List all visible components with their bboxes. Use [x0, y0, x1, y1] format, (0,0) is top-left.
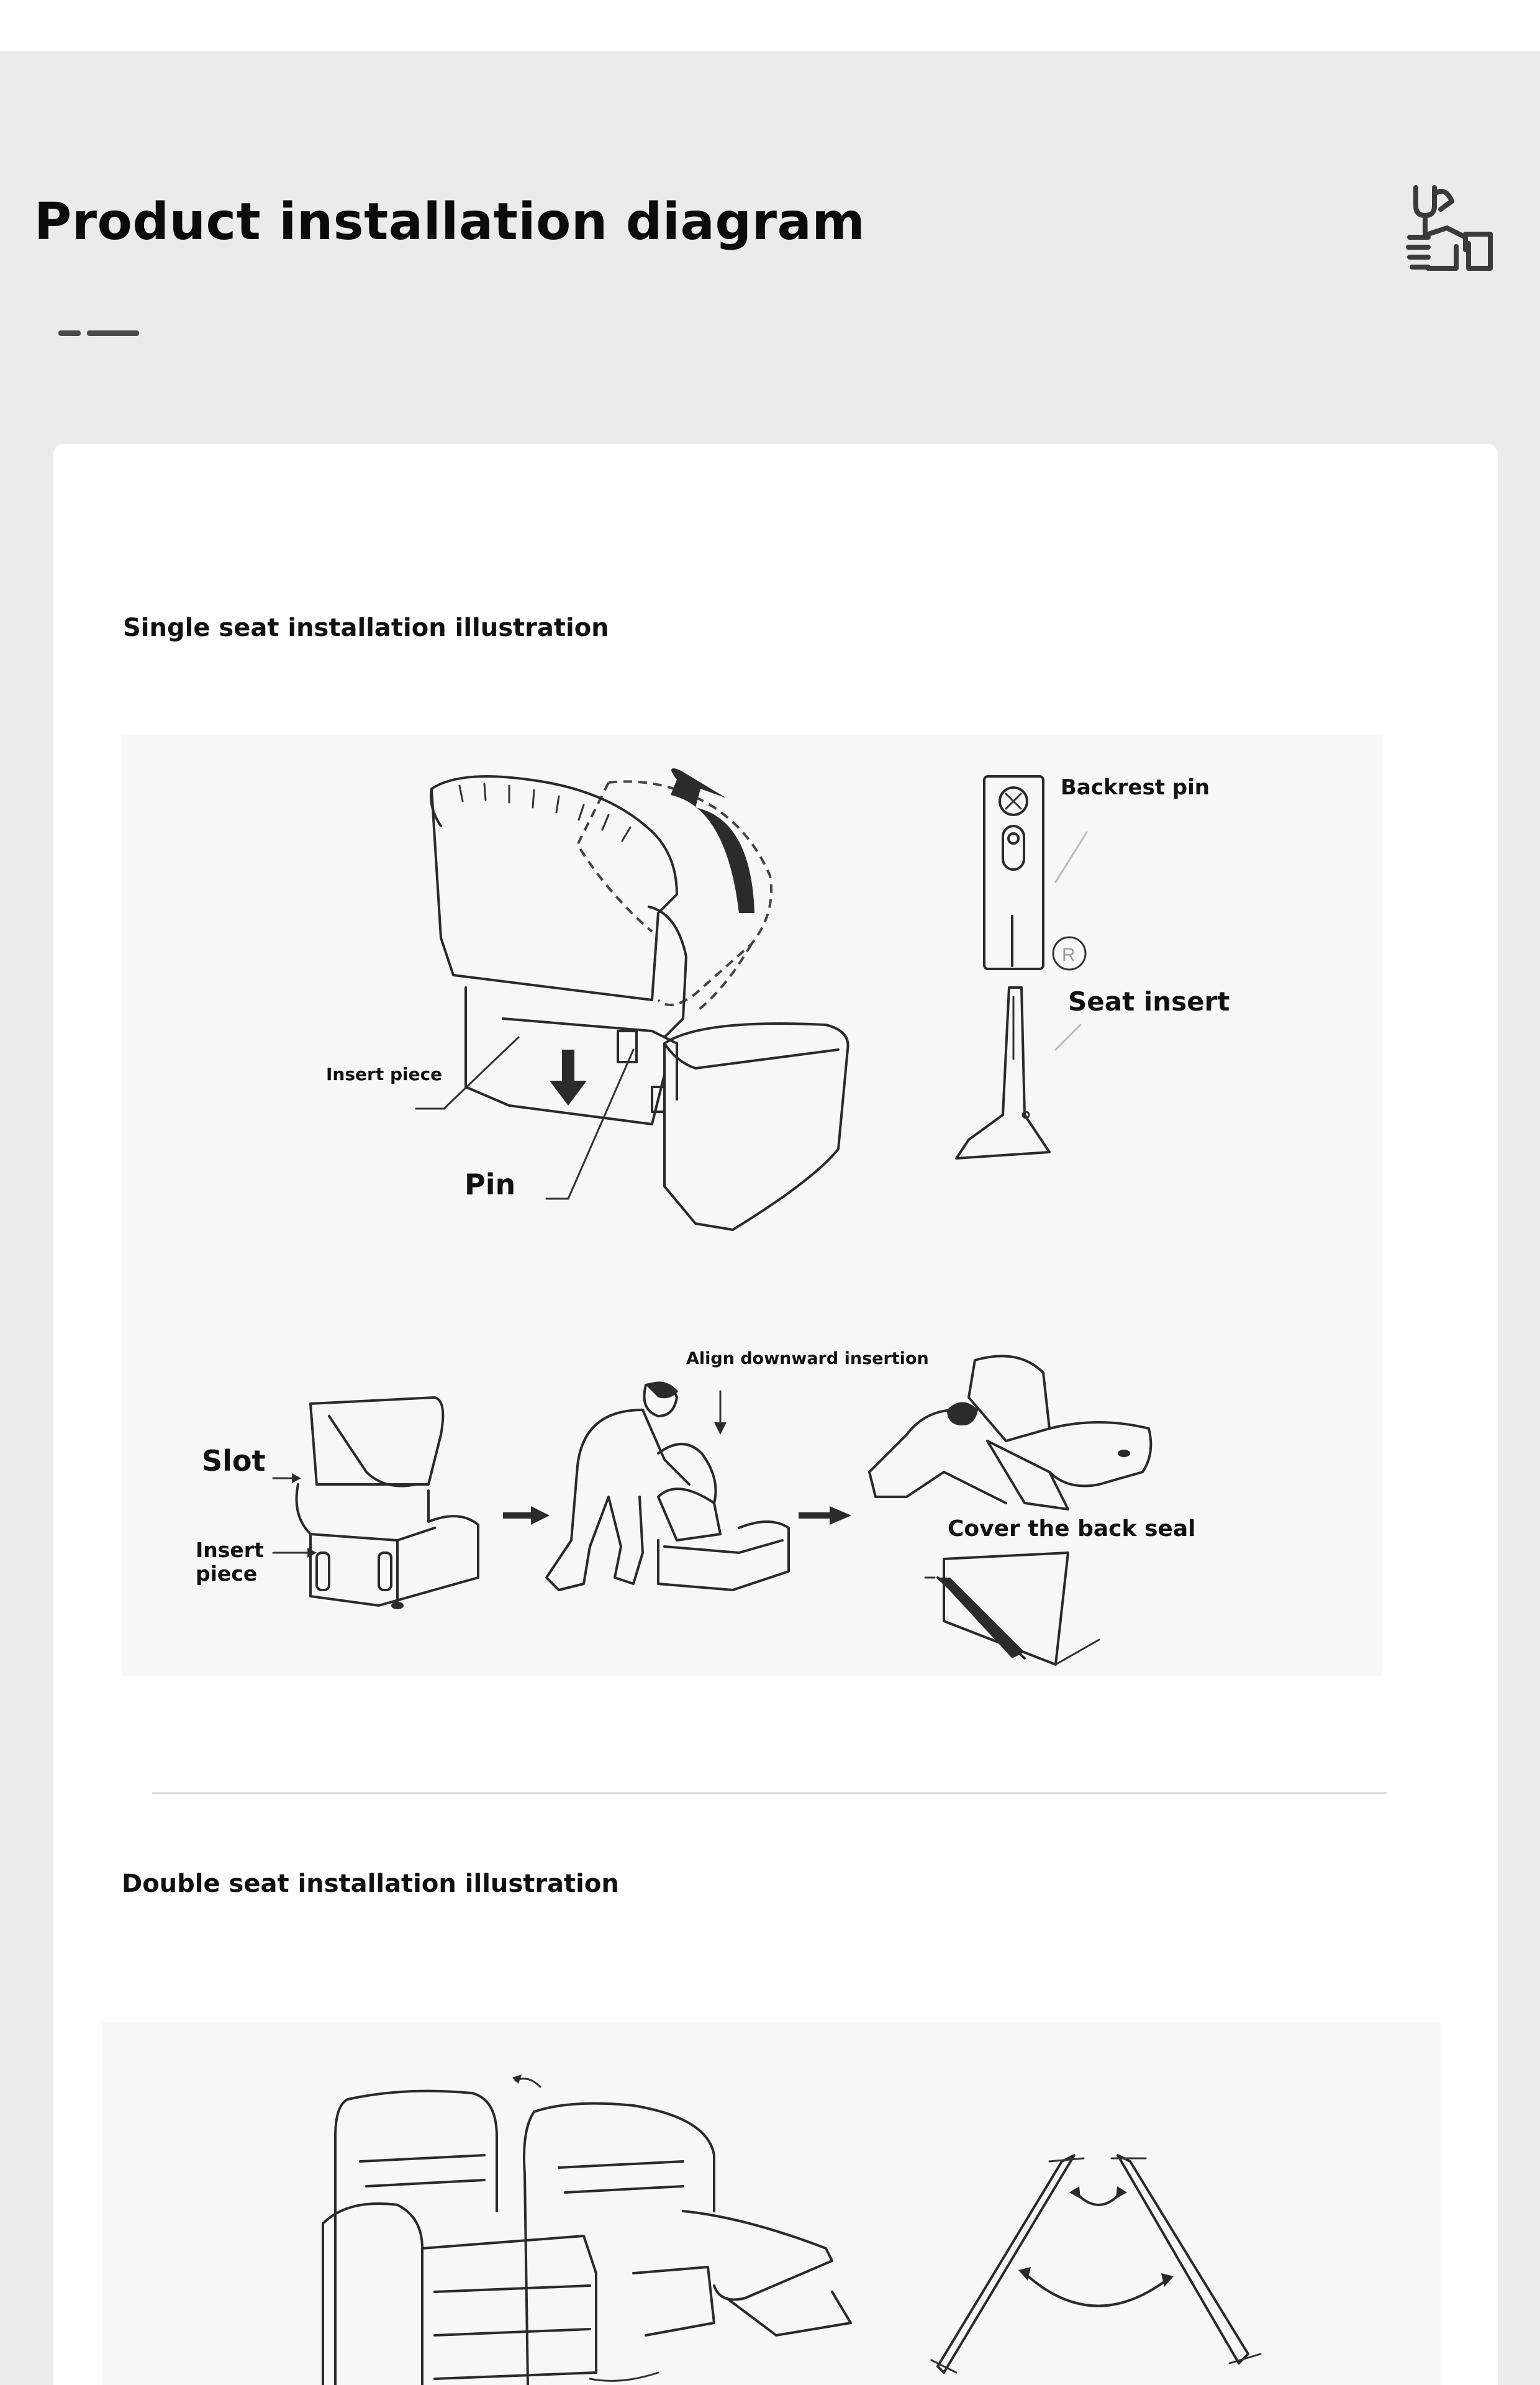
pin-label: Pin [464, 1168, 516, 1201]
step-2-person-inserting-illustration [534, 1373, 795, 1609]
slot-label: Slot [202, 1444, 266, 1478]
part-pointer-lines [1049, 820, 1112, 1062]
page-title: Product installation diagram [34, 193, 866, 252]
step-3-person-sealing-illustration [863, 1348, 1161, 1522]
double-seat-bracket-illustration [931, 2149, 1279, 2385]
insert-piece-label: Insert piece [326, 1064, 443, 1084]
align-downward-insertion-label: Align downward insertion [686, 1349, 929, 1368]
step-arrow-2 [799, 1503, 854, 1528]
backrest-pin-label: Backrest pin [1061, 775, 1210, 800]
back-seal-detail-illustration [925, 1553, 1112, 1677]
label-pointer-lines [410, 1025, 658, 1224]
step-1-recliner-illustration [273, 1391, 497, 1615]
cover-back-seal-label: Cover the back seal [948, 1516, 1196, 1542]
double-seat-sofa-illustration [310, 2087, 869, 2385]
title-accent-dash-short [58, 330, 81, 336]
single-seat-section-title: Single seat installation illustration [123, 614, 609, 642]
double-seat-section-title: Double seat installation illustration [122, 1869, 619, 1898]
insert-piece-step-label: Insert piece [196, 1538, 264, 1586]
seat-insert-label: Seat insert [1068, 986, 1230, 1017]
title-accent-dash-long [87, 330, 139, 336]
top-margin [0, 0, 1540, 51]
svg-text:R: R [1062, 945, 1076, 965]
section-divider [152, 1792, 1387, 1794]
wrench-hand-icon [1397, 175, 1503, 281]
